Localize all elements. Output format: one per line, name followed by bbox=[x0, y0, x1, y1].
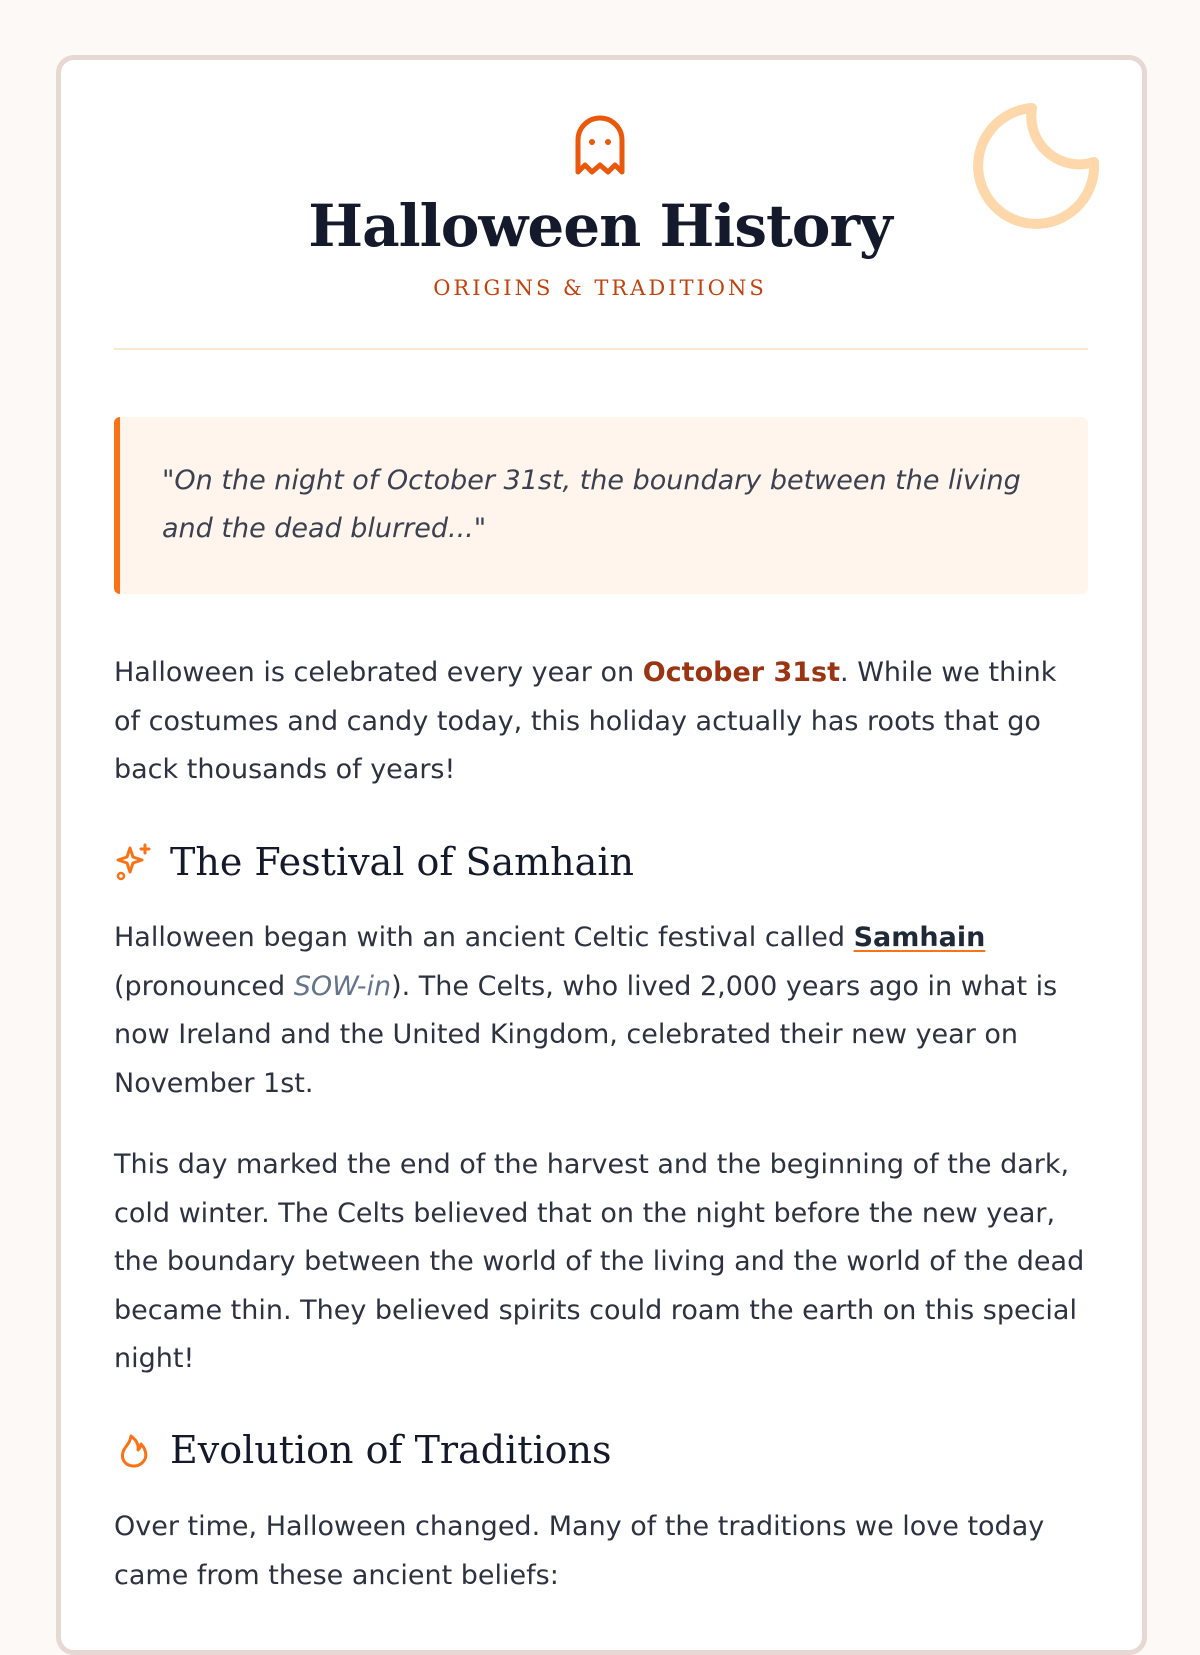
intro-text-before: Halloween is celebrated every year on bbox=[114, 657, 643, 688]
samhain-text-before: Halloween began with an ancient Celtic festival called bbox=[114, 922, 854, 953]
samhain-term: Samhain bbox=[853, 922, 986, 953]
samhain-text-after: ). The Celts, who lived 2,000 years ago in what is now Ireland and the United Kingdom, celebrated their new year on November 1st. bbox=[114, 970, 1058, 1099]
section-heading-text: The Festival of Samhain bbox=[170, 840, 634, 884]
samhain-paragraph-1 bbox=[114, 914, 1088, 1108]
pronunciation: SOW-in bbox=[293, 970, 392, 1002]
header-divider bbox=[114, 348, 1088, 350]
intro-quote bbox=[114, 417, 1088, 594]
intro-paragraph bbox=[114, 649, 1088, 795]
quote-text: "On the night of October 31st, the boundary between the living and the dead blurred..." bbox=[162, 465, 1021, 544]
samhain-paragraph-2: This day marked the end of the harvest and the beginning of the dark, cold winter. The Celts believed that on the night before the new year, the boundary between the world of the living and the world of the dead became thin. They believed spirits could roam the earth on this special night! bbox=[114, 1149, 1085, 1374]
ghost-icon bbox=[572, 112, 628, 180]
flame-icon bbox=[114, 1430, 154, 1470]
sparkles-icon bbox=[114, 842, 154, 882]
intro-text-after: . While we think of costumes and candy today, this holiday actually has roots that go back thousands of years! bbox=[114, 657, 1057, 785]
date-highlight: October 31st bbox=[642, 657, 841, 688]
page-title: Halloween History bbox=[308, 192, 892, 260]
section-heading-samhain bbox=[114, 837, 1088, 887]
page-subtitle: ORIGINS & TRADITIONS bbox=[433, 276, 767, 300]
samhain-text-mid: (pronounced bbox=[114, 970, 294, 1002]
section-heading-text: Evolution of Traditions bbox=[170, 1428, 612, 1472]
traditions-paragraph: Over time, Halloween changed. Many of the traditions we love today came from these ancient beliefs: bbox=[114, 1511, 1045, 1591]
section-heading-traditions bbox=[114, 1425, 1088, 1475]
